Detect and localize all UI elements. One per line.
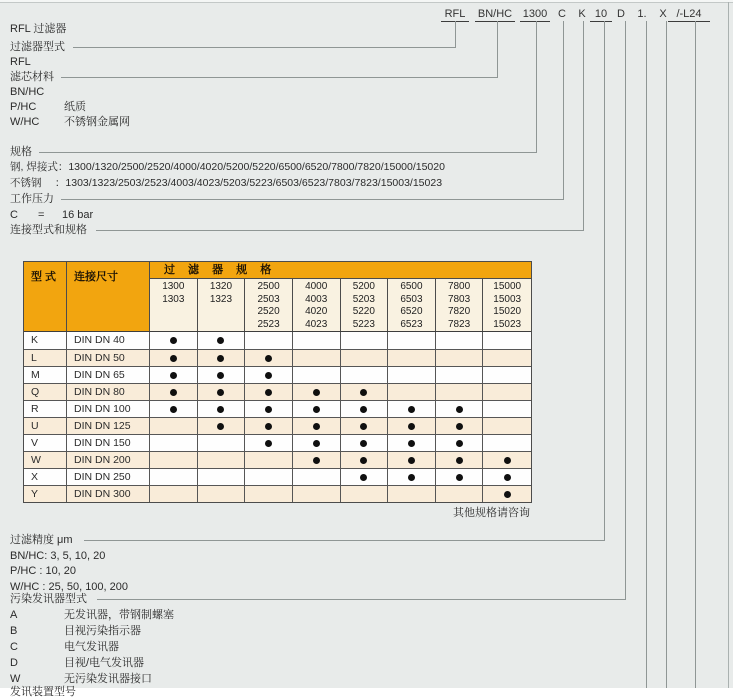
type-code-cell: Q [24, 384, 67, 400]
type-code-cell: L [24, 350, 67, 366]
availability-cell [436, 469, 484, 485]
availability-cell [245, 384, 293, 400]
availability-cell [245, 418, 293, 434]
availability-cell [388, 332, 436, 349]
availability-cell [150, 350, 198, 366]
page-top-border [0, 2, 733, 3]
table-row [24, 332, 531, 349]
availability-cell [483, 469, 531, 485]
indicator-desc: 无发讯器，带钢制螺塞 [64, 609, 174, 621]
size-code: 5200 [352, 281, 375, 292]
size-code: 15003 [493, 293, 522, 305]
leader-line-v-x [666, 21, 667, 688]
order-code-part-media: BN/HC [475, 8, 515, 22]
section-label-filter-type: 过滤器型式 [10, 41, 65, 53]
size-column-header [436, 279, 484, 331]
availability-cell [198, 452, 246, 468]
availability-cell [436, 332, 484, 349]
media-code: W/HC [10, 116, 40, 128]
size-column-header [293, 279, 341, 331]
connection-size-cell: DIN DN 200 [67, 452, 150, 468]
section-label-media: 滤芯材料 [10, 71, 54, 83]
availability-cell [293, 486, 341, 502]
availability-cell [198, 384, 246, 400]
availability-cell [150, 401, 198, 417]
connection-size-cell: DIN DN 150 [67, 435, 150, 451]
type-code-cell: X [24, 469, 67, 485]
micron-line: W/HC : 25, 50, 100, 200 [10, 581, 129, 593]
order-code-part-suffix: /-L24 [668, 8, 710, 22]
indicator-desc: 目视污染指示器 [64, 625, 141, 637]
connection-size-cell: DIN DN 50 [67, 350, 150, 366]
available-dot [313, 406, 320, 413]
availability-cell [245, 452, 293, 468]
table-row [24, 468, 531, 485]
availability-cell [483, 367, 531, 383]
leader-line-v-pressure [563, 21, 564, 199]
indicator-desc: 无污染发讯器接口 [64, 673, 152, 685]
availability-cell [150, 452, 198, 468]
availability-cell [150, 418, 198, 434]
availability-cell [341, 486, 389, 502]
availability-cell [341, 350, 389, 366]
availability-cell [388, 435, 436, 451]
connection-size-cell: DIN DN 250 [67, 469, 150, 485]
media-option [10, 86, 44, 99]
size-code: 4023 [305, 318, 328, 330]
connection-size-cell: DIN DN 65 [67, 367, 150, 383]
availability-cell [436, 350, 484, 366]
available-dot [217, 372, 224, 379]
micron-line: P/HC : 10, 20 [10, 565, 77, 577]
order-code-part-model: 1. [637, 8, 647, 20]
available-dot [456, 457, 463, 464]
size-code: 15000 [493, 281, 522, 292]
availability-cell [150, 384, 198, 400]
size-column-header [341, 279, 389, 331]
available-dot [360, 474, 367, 481]
availability-cell [436, 418, 484, 434]
availability-cell [483, 401, 531, 417]
size-code: 6520 [400, 306, 423, 317]
type-code-cell: V [24, 435, 67, 451]
availability-cell [341, 452, 389, 468]
size-code: 1323 [209, 293, 233, 305]
col-header-type: 型 式 [24, 262, 67, 331]
size-column-header [150, 279, 198, 331]
order-code-part-connection: K [578, 8, 586, 20]
leader-line-v-micron [604, 21, 605, 540]
page-right-border [728, 2, 729, 688]
availability-cell [436, 452, 484, 468]
micron-line: BN/HC: 3, 5, 10, 20 [10, 550, 106, 562]
size-code: 2500 [257, 281, 280, 292]
availability-cell [341, 469, 389, 485]
availability-cell [483, 384, 531, 400]
availability-cell [483, 452, 531, 468]
available-dot [456, 440, 463, 447]
availability-cell [198, 418, 246, 434]
available-dot [170, 406, 177, 413]
availability-cell [436, 435, 484, 451]
order-code-part-rfl: RFL [441, 8, 469, 22]
availability-cell [245, 486, 293, 502]
availability-cell [483, 418, 531, 434]
available-dot [456, 474, 463, 481]
availability-cell [483, 435, 531, 451]
type-code-cell: Y [24, 486, 67, 502]
pressure-option [10, 209, 94, 222]
availability-cell [245, 401, 293, 417]
size-column-header [198, 279, 246, 331]
table-body [24, 332, 531, 502]
indicator-code: C [10, 641, 18, 653]
availability-cell [198, 332, 246, 349]
size-code: 1320 [209, 281, 233, 292]
availability-cell [341, 384, 389, 400]
table-row [24, 434, 531, 451]
order-code-part-micron: 10 [590, 8, 612, 22]
size-code: 7820 [447, 306, 471, 317]
available-dot [265, 355, 272, 362]
connection-size-cell: DIN DN 125 [67, 418, 150, 434]
table-row [24, 383, 531, 400]
available-dot [456, 423, 463, 430]
availability-cell [150, 486, 198, 502]
available-dot [170, 355, 177, 362]
size-code: 6500 [400, 281, 423, 292]
available-dot [170, 337, 177, 344]
type-code-cell: R [24, 401, 67, 417]
media-desc: 不锈钢金属网 [64, 116, 130, 128]
table-row [24, 417, 531, 434]
availability-cell [436, 401, 484, 417]
availability-cell [293, 418, 341, 434]
availability-cell [341, 332, 389, 349]
type-code-cell: U [24, 418, 67, 434]
availability-cell [293, 435, 341, 451]
size-code: 1303 [162, 293, 185, 305]
availability-cell [293, 384, 341, 400]
order-code-part-pressure: C [558, 8, 566, 20]
available-dot [217, 355, 224, 362]
availability-cell [198, 469, 246, 485]
leader-line-h-connection [96, 230, 584, 231]
size-column-header [483, 279, 531, 331]
leader-line-v-connection [583, 21, 584, 230]
available-dot [360, 389, 367, 396]
connection-size-cell: DIN DN 80 [67, 384, 150, 400]
available-dot [265, 406, 272, 413]
available-dot [170, 372, 177, 379]
size-stainless-line: 不锈钢 ：1303/1323/2503/2523/4003/4023/5203/5223/6503/6523/7803/7823/15003/15023 [10, 177, 443, 189]
availability-cell [245, 469, 293, 485]
section-label-connection: 连接型式和规格 [10, 224, 87, 236]
available-dot [265, 389, 272, 396]
indicator-option [10, 625, 141, 638]
available-dot [360, 457, 367, 464]
table-row [24, 451, 531, 468]
indicator-desc: 电气发讯器 [64, 641, 119, 653]
availability-cell [483, 486, 531, 502]
filter-size-title: 过 滤 器 规 格 [164, 264, 277, 276]
size-code: 2503 [257, 293, 280, 305]
availability-cell [245, 350, 293, 366]
size-code: 1300 [162, 281, 185, 292]
size-code: 15023 [493, 318, 522, 330]
size-column-header [388, 279, 436, 331]
indicator-code: B [10, 625, 18, 637]
available-dot [408, 474, 415, 481]
leader-line-h-media [61, 77, 498, 78]
availability-cell [293, 350, 341, 366]
media-option [10, 101, 86, 114]
size-steel-line: 钢, 焊接式：1300/1320/2500/2520/4000/4020/5200/5220/6500/6520/7800/7820/15000/15020 [10, 161, 445, 173]
clipped-next-section-label: 发讯装置型号 [10, 686, 76, 698]
availability-cell [293, 401, 341, 417]
available-dot [408, 440, 415, 447]
available-dot [265, 423, 272, 430]
availability-cell [341, 401, 389, 417]
availability-cell [388, 469, 436, 485]
availability-cell [293, 452, 341, 468]
table-row [24, 485, 531, 502]
availability-cell [388, 384, 436, 400]
size-column-header [245, 279, 293, 331]
connection-size-table [23, 261, 532, 503]
order-code-part-indicator: D [617, 8, 625, 20]
connection-size-cell: DIN DN 300 [67, 486, 150, 502]
table-footnote: 其他规格请咨询 [453, 507, 530, 519]
indicator-code: A [10, 609, 18, 621]
availability-cell [150, 469, 198, 485]
availability-cell [483, 350, 531, 366]
availability-cell [388, 486, 436, 502]
size-code: 4020 [305, 306, 328, 317]
section-label-micron: 过滤精度 μm [10, 534, 73, 546]
size-code: 2520 [257, 306, 280, 317]
pressure-value: 16 bar [62, 209, 94, 221]
availability-cell [436, 367, 484, 383]
available-dot [217, 406, 224, 413]
size-code: 4003 [305, 293, 328, 305]
media-desc: 纸质 [64, 101, 86, 113]
available-dot [504, 491, 511, 498]
availability-cell [341, 418, 389, 434]
available-dot [265, 372, 272, 379]
size-code: 6503 [400, 293, 423, 305]
availability-cell [245, 367, 293, 383]
available-dot [360, 423, 367, 430]
size-code: 5223 [352, 318, 375, 330]
leader-line-v-model [646, 21, 647, 688]
available-dot [313, 423, 320, 430]
order-code-part-x: X [659, 8, 667, 20]
indicator-code: D [10, 657, 18, 669]
leader-line-v-media [497, 21, 498, 77]
size-code: 6523 [400, 318, 423, 330]
availability-cell [388, 418, 436, 434]
available-dot [360, 440, 367, 447]
section-label-size: 规格 [10, 146, 32, 158]
availability-cell [436, 486, 484, 502]
pressure-equals: = [38, 209, 45, 221]
type-code-cell: K [24, 332, 67, 349]
available-dot [456, 406, 463, 413]
availability-cell [150, 332, 198, 349]
size-code: 4000 [305, 281, 328, 292]
leader-line-h-filter-type [73, 47, 456, 48]
availability-cell [388, 367, 436, 383]
connection-size-cell: DIN DN 40 [67, 332, 150, 349]
indicator-option [10, 657, 145, 670]
table-header [24, 262, 531, 332]
available-dot [408, 457, 415, 464]
available-dot [170, 389, 177, 396]
size-code: 7803 [447, 293, 471, 305]
available-dot [504, 457, 511, 464]
available-dot [217, 389, 224, 396]
size-column-headers [150, 278, 531, 331]
filter-type-option: RFL [10, 56, 31, 68]
available-dot [217, 423, 224, 430]
availability-cell [483, 332, 531, 349]
availability-cell [150, 367, 198, 383]
connection-size-cell: DIN DN 100 [67, 401, 150, 417]
leader-line-h-pressure [61, 199, 564, 200]
indicator-option [10, 641, 119, 654]
availability-cell [388, 452, 436, 468]
availability-cell [341, 435, 389, 451]
available-dot [313, 457, 320, 464]
available-dot [313, 389, 320, 396]
availability-cell [198, 486, 246, 502]
leader-line-v-suffix [695, 21, 696, 688]
availability-cell [388, 350, 436, 366]
availability-cell [198, 350, 246, 366]
availability-cell [245, 332, 293, 349]
size-code: 7823 [447, 318, 471, 330]
table-row [24, 349, 531, 366]
available-dot [360, 406, 367, 413]
availability-cell [150, 435, 198, 451]
size-code: 5203 [352, 293, 375, 305]
indicator-option [10, 609, 174, 622]
leader-line-v-size [536, 21, 537, 152]
availability-cell [198, 367, 246, 383]
indicator-option [10, 673, 152, 686]
media-option [10, 116, 130, 129]
available-dot [504, 474, 511, 481]
availability-cell [293, 367, 341, 383]
product-title: RFL 过滤器 [10, 23, 67, 35]
table-row [24, 366, 531, 383]
section-label-indicator: 污染发讯器型式 [10, 593, 87, 605]
available-dot [408, 423, 415, 430]
table-row [24, 400, 531, 417]
indicator-code: W [10, 673, 21, 685]
col-header-filter-sizes [150, 262, 531, 331]
leader-line-h-micron [84, 540, 605, 541]
available-dot [408, 406, 415, 413]
availability-cell [293, 469, 341, 485]
availability-cell [198, 401, 246, 417]
leader-line-h-indicator [97, 599, 626, 600]
availability-cell [388, 401, 436, 417]
available-dot [265, 440, 272, 447]
availability-cell [341, 367, 389, 383]
available-dot [217, 337, 224, 344]
leader-line-v-filter-type [455, 21, 456, 47]
size-code: 7800 [447, 281, 471, 292]
order-code-part-size: 1300 [520, 8, 550, 22]
size-code: 5220 [352, 306, 375, 317]
type-code-cell: M [24, 367, 67, 383]
type-code-cell: W [24, 452, 67, 468]
size-code: 15020 [493, 306, 522, 317]
available-dot [313, 440, 320, 447]
availability-cell [245, 435, 293, 451]
leader-line-v-indicator [625, 21, 626, 599]
indicator-desc: 目视/电气发讯器 [64, 657, 145, 669]
section-label-pressure: 工作压力 [10, 193, 54, 205]
leader-line-h-size [39, 152, 537, 153]
pressure-code: C [10, 209, 18, 221]
size-code: 2523 [257, 318, 280, 330]
media-code: P/HC [10, 101, 37, 113]
availability-cell [436, 384, 484, 400]
availability-cell [198, 435, 246, 451]
col-header-connection: 连接尺寸 [67, 262, 150, 331]
availability-cell [293, 332, 341, 349]
media-code: BN/HC [10, 86, 45, 98]
